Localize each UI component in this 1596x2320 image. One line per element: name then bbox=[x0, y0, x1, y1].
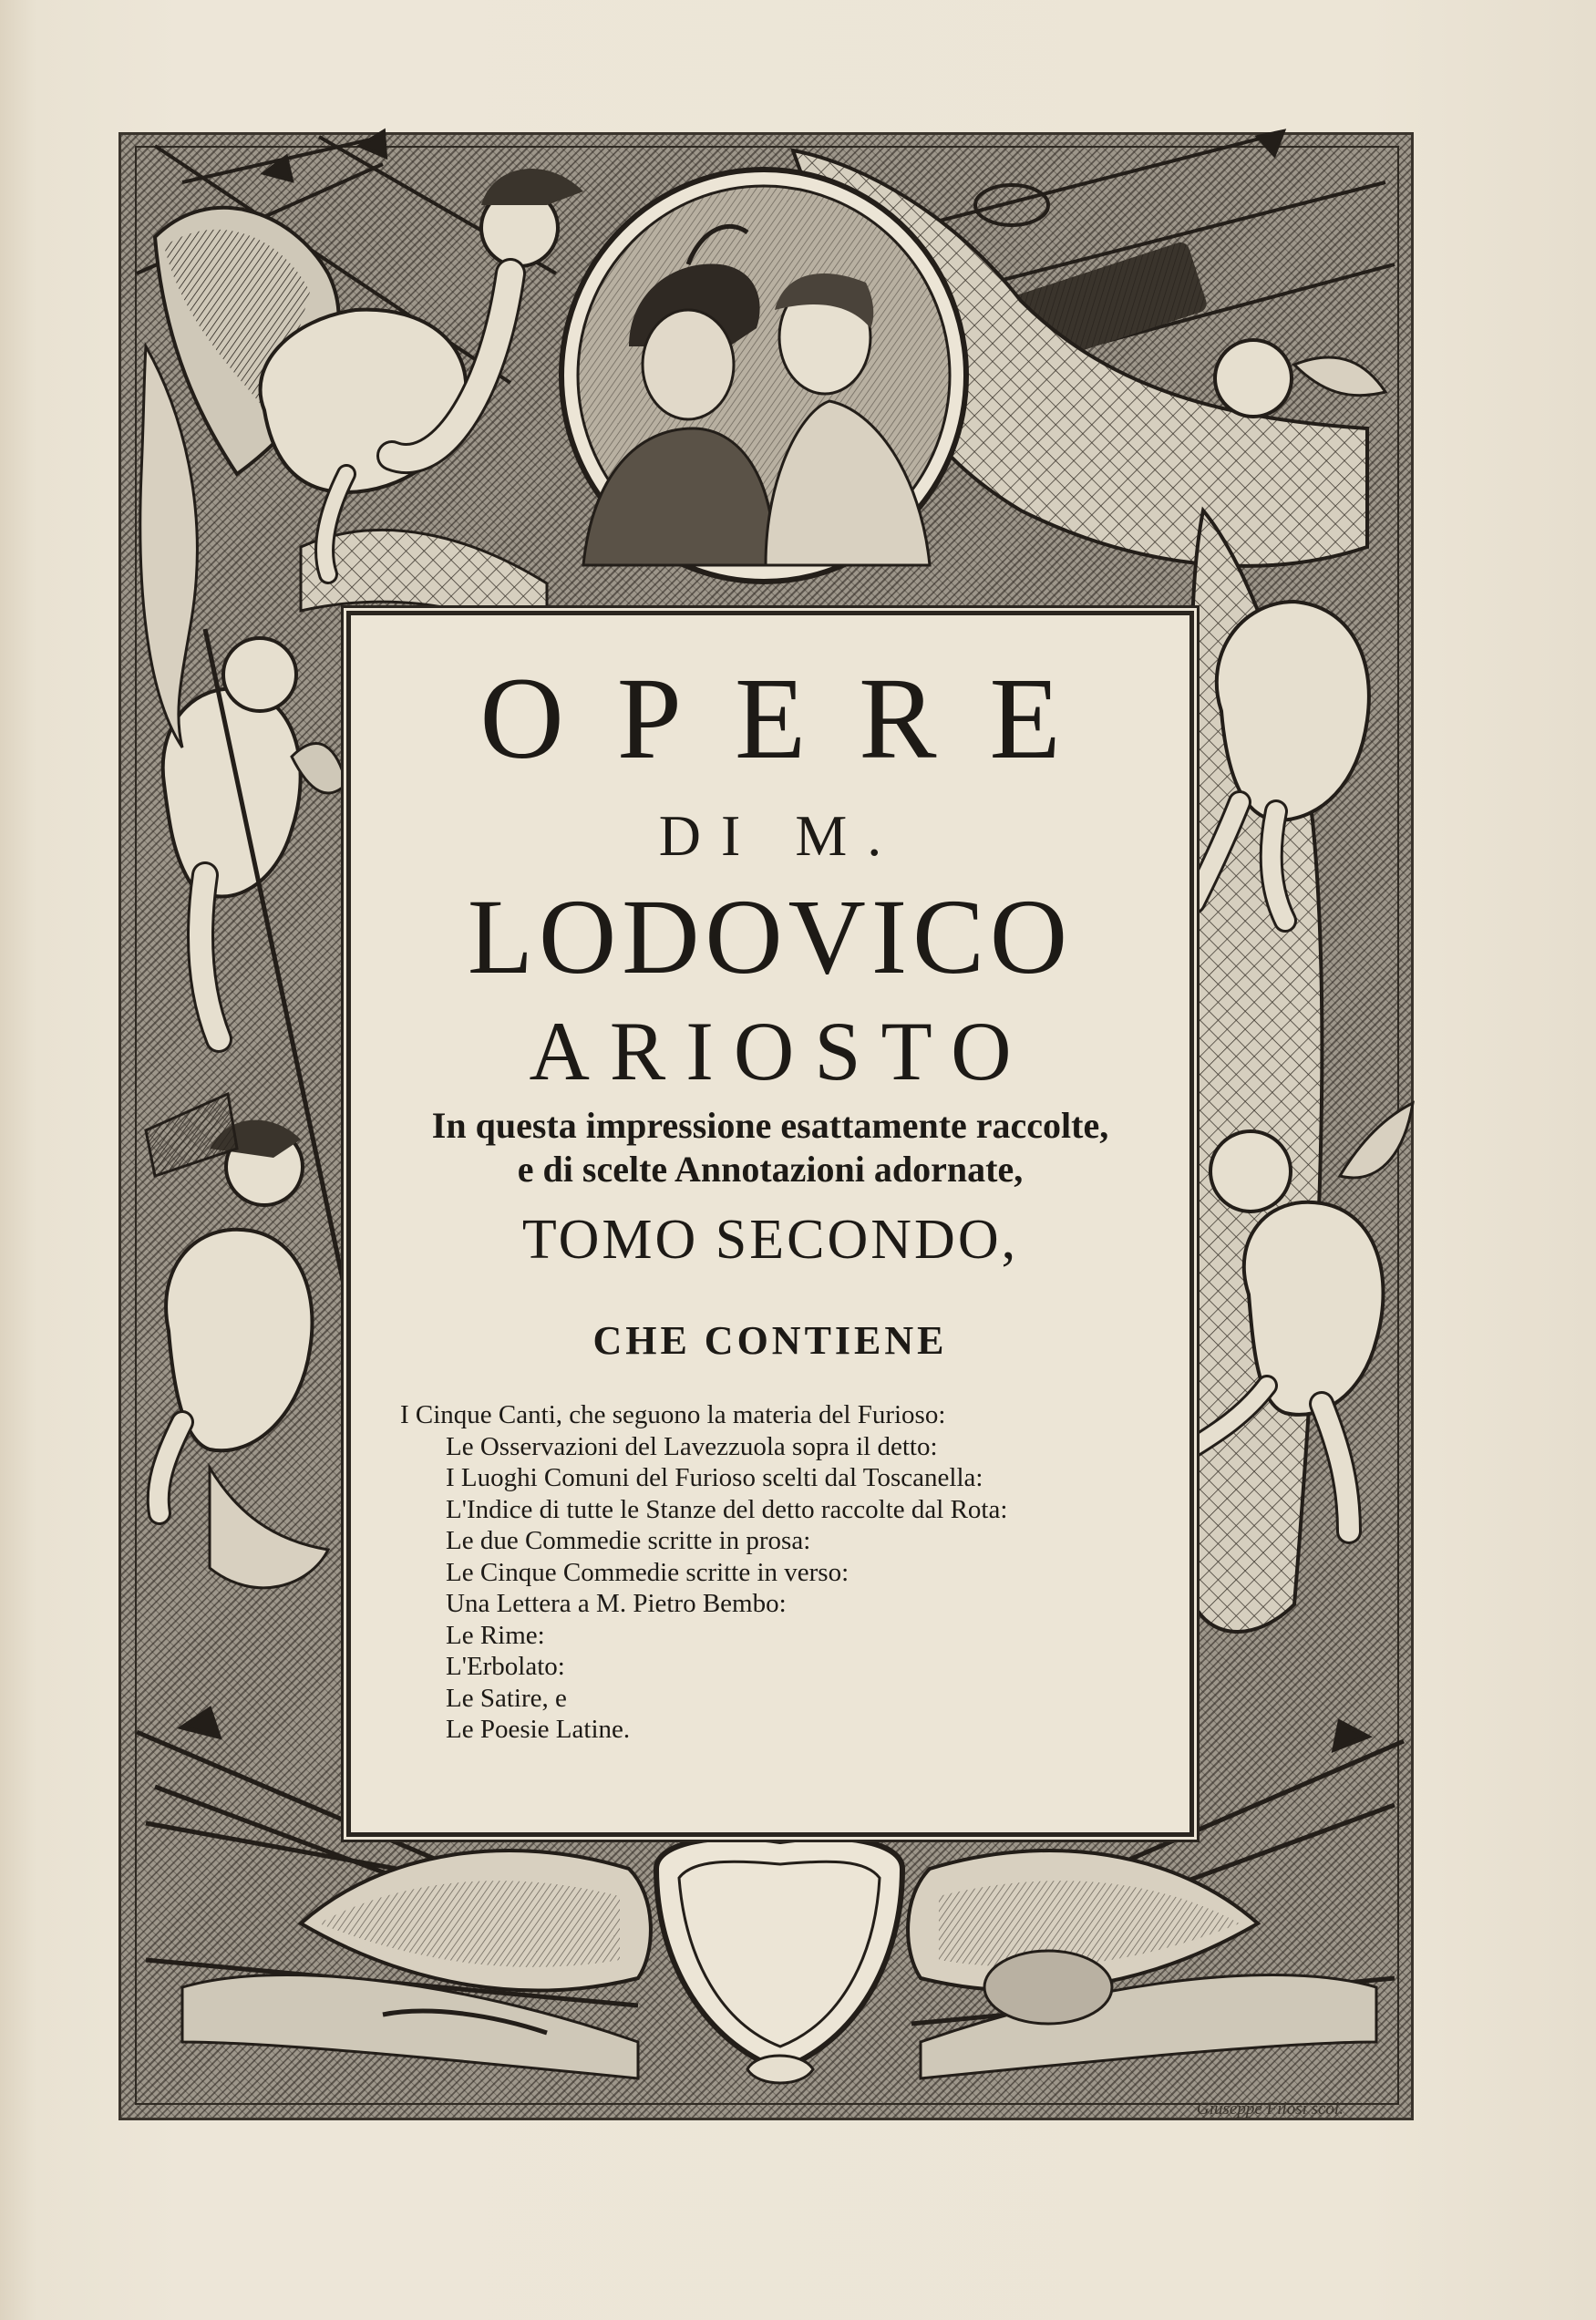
author-last-name: ARIOSTO bbox=[529, 1005, 1032, 1098]
contents-list bbox=[400, 1399, 1007, 1746]
list-item: Una Lettera a M. Pietro Bembo: bbox=[446, 1589, 787, 1618]
list-item: Le Poesie Latine. bbox=[446, 1715, 631, 1744]
contents-heading: CHE CONTIENE bbox=[592, 1318, 948, 1363]
title-cartouche bbox=[346, 611, 1194, 1837]
book-title: OPERE bbox=[479, 654, 1114, 783]
list-item: Le due Commedie scritte in prosa: bbox=[446, 1526, 811, 1555]
list-item: Le Satire, e bbox=[446, 1683, 567, 1713]
portrait-medallion-warrior-and-lady bbox=[561, 170, 966, 582]
list-item: Le Cinque Commedie scritte in verso: bbox=[446, 1557, 849, 1587]
putto-icon bbox=[146, 1094, 328, 1588]
list-item: L'Indice di tutte le Stanze del detto raccolte dal Rota: bbox=[446, 1494, 1008, 1524]
list-item: I Luoghi Comuni del Furioso scelti dal Toscanella: bbox=[446, 1463, 983, 1492]
putto-icon bbox=[261, 169, 583, 574]
list-item: Le Rime: bbox=[446, 1620, 545, 1650]
list-item: Le Osservazioni del Lavezzuola sopra il detto: bbox=[446, 1431, 938, 1461]
author-first-name: LODOVICO bbox=[467, 877, 1074, 996]
engraver-signature: Giuseppe Filosi scol. bbox=[1197, 2099, 1344, 2119]
drapery-icon bbox=[140, 346, 198, 748]
author-prefix: DI M. bbox=[658, 803, 902, 868]
subtitle-line: e di scelte Annotazioni adornate, bbox=[517, 1149, 1024, 1190]
list-item: L'Erbolato: bbox=[446, 1652, 565, 1681]
list-item: I Cinque Canti, che seguono la materia del Furioso: bbox=[400, 1400, 946, 1429]
volume-label: TOMO SECONDO, bbox=[521, 1209, 1019, 1271]
subtitle-line: In questa impressione esattamente raccolte, bbox=[431, 1105, 1109, 1146]
